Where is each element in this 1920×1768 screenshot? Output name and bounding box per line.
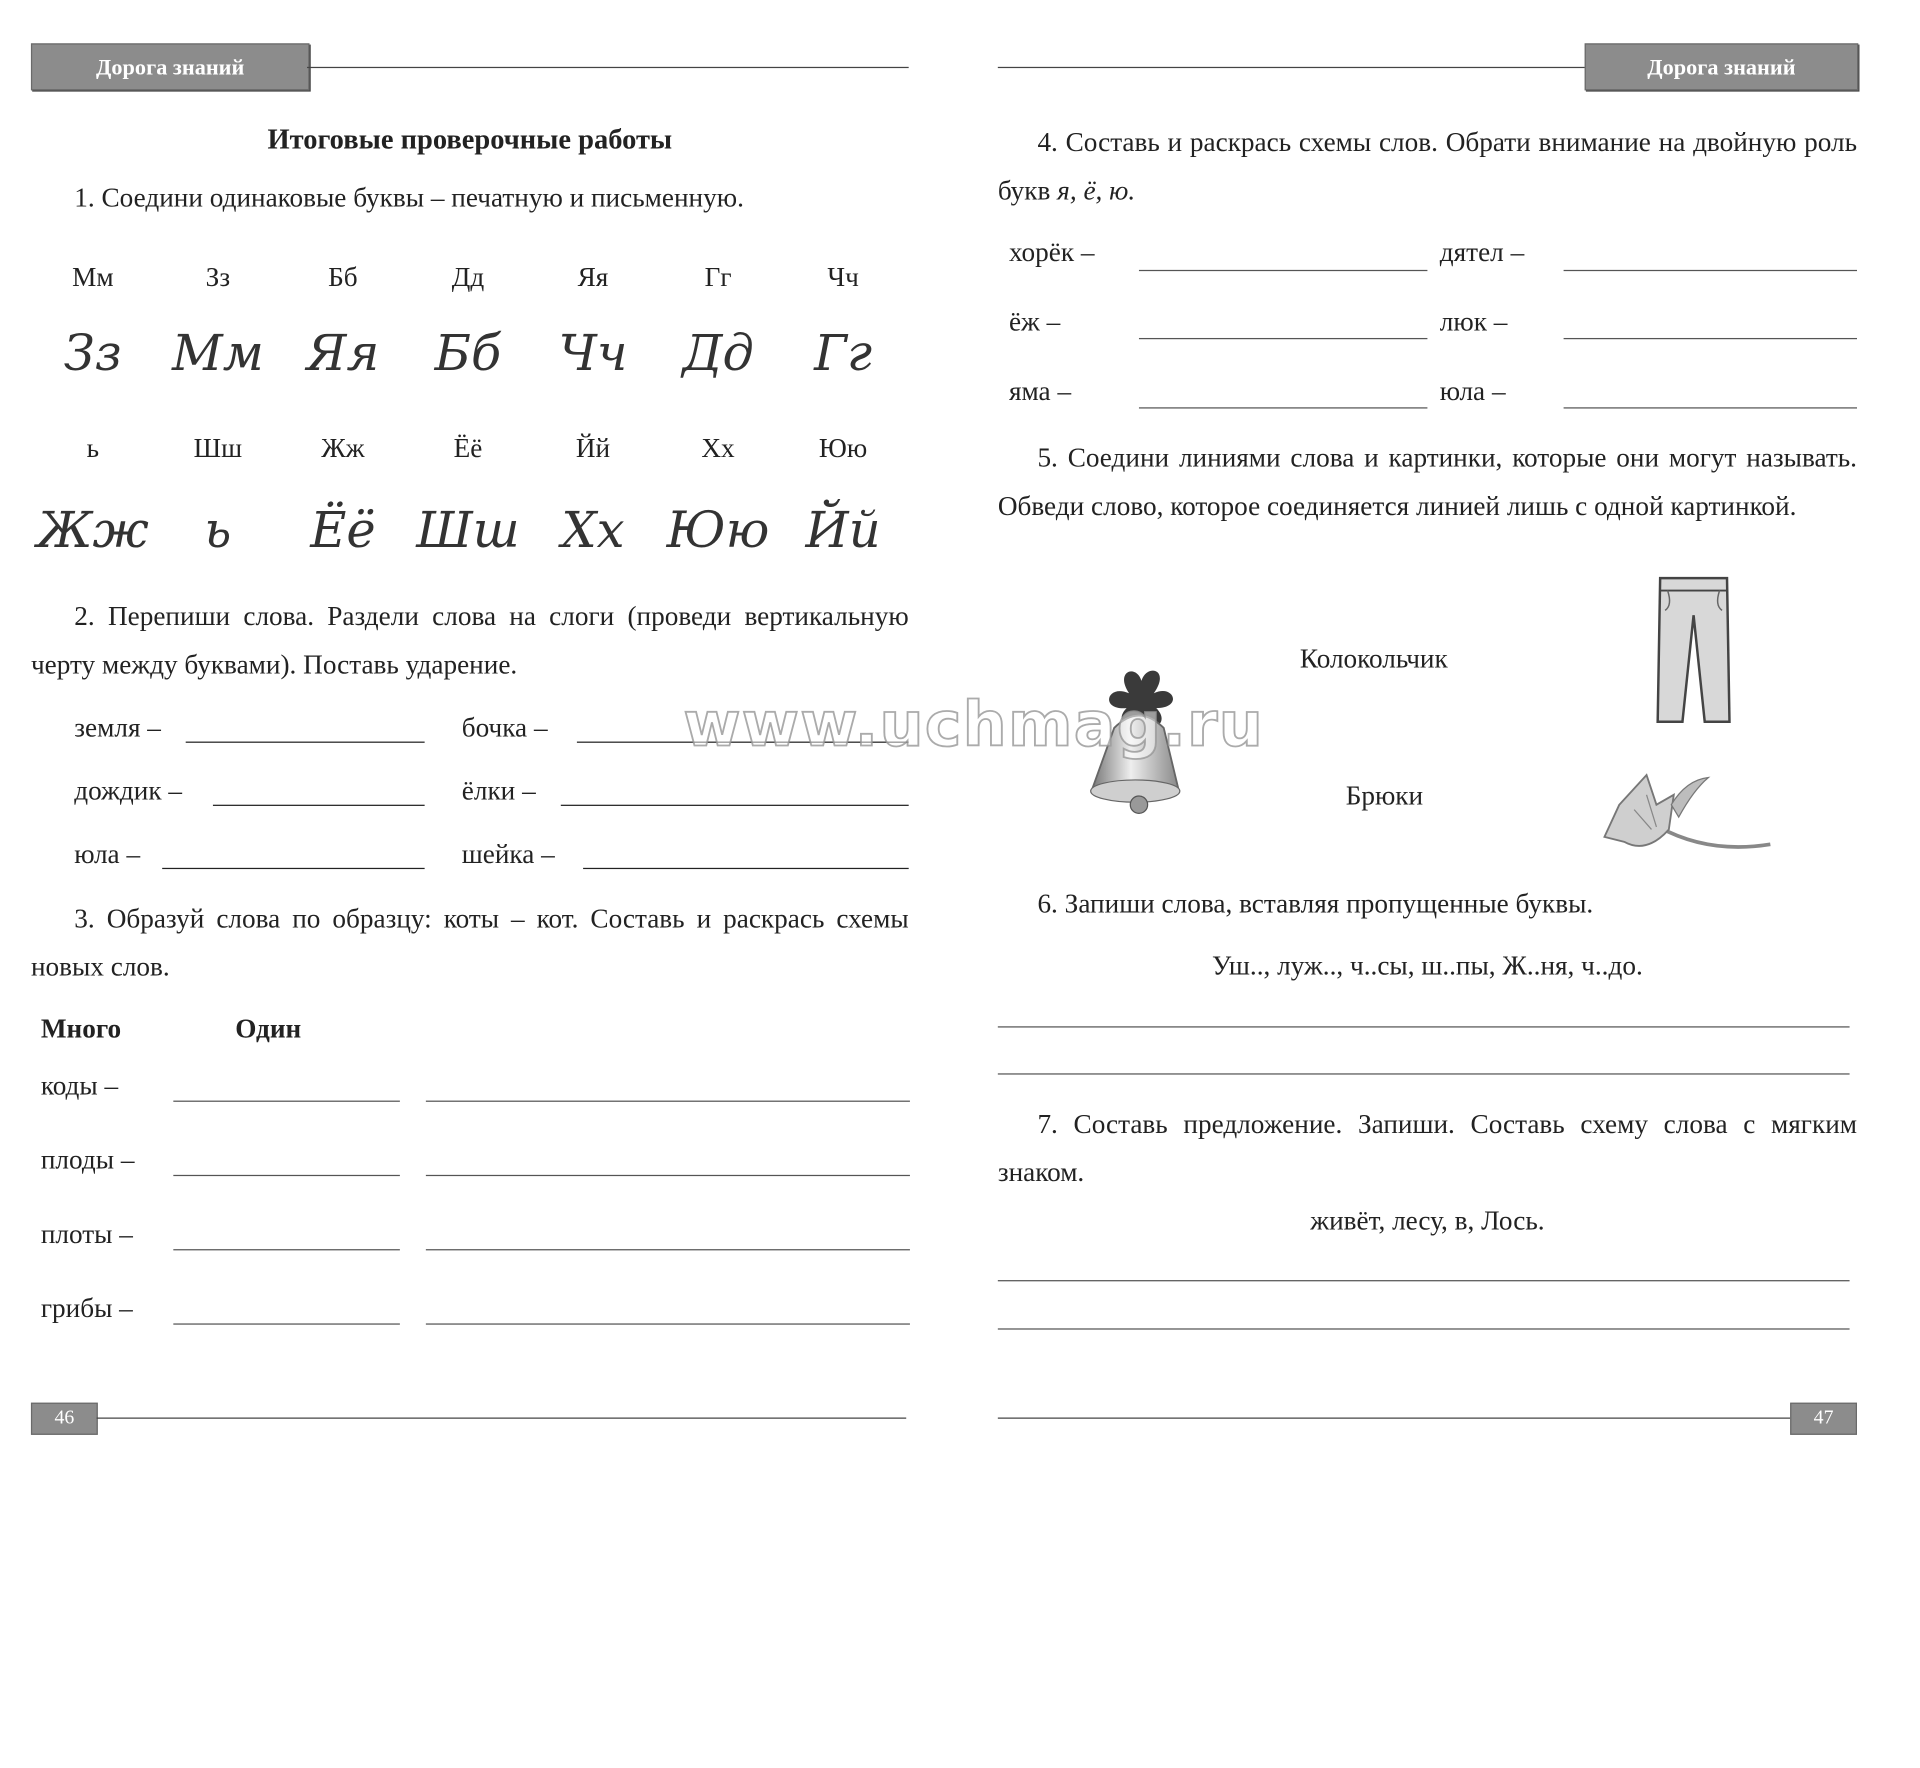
word-label: яма – [1008,375,1072,407]
word-label: ёлки – [461,774,536,806]
print-letter: Ёё [453,432,483,464]
scheme-line[interactable] [1564,338,1857,339]
print-letter: Зз [205,261,231,293]
writing-line[interactable] [998,1073,1850,1074]
task4-text [998,118,1857,215]
cursive-letter: Мм [172,325,264,383]
answer-line[interactable] [213,805,425,806]
scheme-line[interactable] [1564,270,1857,271]
cursive-letter: Шш [416,502,520,560]
cursive-letter: Жж [36,502,149,560]
page-header-badge: Дорога знаний [1585,43,1859,90]
cursive-letter: Юю [666,502,770,560]
answer-line[interactable] [173,1101,400,1102]
scheme-line[interactable] [1139,407,1427,408]
footer-rule [97,1418,907,1419]
task7-text: 7. Составь предложение. Запиши. Составь схему слова с мягким знаком. [997,1108,1857,1188]
task5-text: 5. Соедини линиями слова и картинки, которые они могут называть. Обведи слово, которое соединяется линией лишь с одной картинкой. [997,441,1857,522]
column-header-many: Много [40,1012,122,1044]
answer-line[interactable] [561,805,909,806]
answer-line[interactable] [583,868,909,869]
print-letter: Мм [72,261,114,293]
print-letter: Яя [577,261,609,293]
cursive-letter: Дд [682,325,754,383]
print-letter: Хх [701,432,735,464]
task1-text: 1. Соедини одинаковые буквы – печатную и письменную. [74,181,744,213]
print-letter: Чч [827,261,859,293]
scheme-line[interactable] [426,1249,910,1250]
word-label: юла – [1439,375,1506,407]
page-title: Итоговые проверочные работы [267,123,673,155]
word-label: хорёк – [1008,236,1095,268]
word-label: дождик – [74,774,183,806]
answer-line[interactable] [173,1175,400,1176]
answer-line[interactable] [173,1323,400,1324]
page-number: 46 [31,1403,98,1435]
trousers-icon[interactable] [1655,573,1732,727]
cursive-letter: Гг [814,325,872,383]
cursive-letter: Яя [306,325,380,383]
task4-main: 4. Составь и раскрась схемы слов. Обрати внимание на двойную роль букв [997,126,1857,206]
word-label: юла – [74,838,141,870]
print-letter: Гг [704,261,732,293]
task2-text: 2. Перепиши слова. Раздели слова на слоги (проведи вертикальную черту между буквами). Поставь ударение. [30,600,909,680]
writing-line[interactable] [998,1026,1850,1027]
task3-text: 3. Образуй слова по образцу: коты – кот. Составь и раскрась схемы новых слов. [30,902,909,982]
match-word-bell[interactable]: Колокольчик [1299,642,1448,674]
cursive-letter: Чч [558,325,628,383]
footer-rule [998,1418,1790,1419]
task4-italic-letters: я, ё, ю. [1057,174,1136,206]
word-label: ёж – [1008,305,1061,337]
scheme-line[interactable] [1139,338,1427,339]
page-header-badge: Дорога знаний [31,43,310,90]
answer-line[interactable] [162,868,424,869]
scheme-line[interactable] [426,1101,910,1102]
watermark: www.uchmag.ru [683,688,1265,761]
print-letter: Бб [328,261,358,293]
answer-line[interactable] [186,742,425,743]
task6-words: Уш.., луж.., ч..сы, ш..пы, Ж..ня, ч..до. [1212,949,1643,981]
scheme-line[interactable] [426,1323,910,1324]
scheme-line[interactable] [426,1175,910,1176]
column-header-one: Один [235,1012,302,1044]
writing-line[interactable] [998,1328,1850,1329]
print-letter: Шш [193,432,243,464]
word-label: шейка – [461,838,555,870]
word-label: бочка – [461,711,548,743]
page-number: 47 [1790,1403,1857,1435]
cursive-letter: ь [204,502,232,560]
print-letter: Жж [321,432,365,464]
match-word-trousers[interactable]: Брюки [1345,779,1424,811]
word-label: дятел – [1439,236,1525,268]
print-letter: ь [86,432,100,464]
print-letter: Дд [451,261,485,293]
answer-line[interactable] [173,1249,400,1250]
word-label: земля – [74,711,161,743]
print-letter: Юю [818,432,868,464]
cursive-letter: Йй [805,502,881,560]
print-letter: Йй [575,432,611,464]
word-label: люк – [1439,305,1508,337]
word-label: грибы – [40,1292,133,1324]
cursive-letter: Зз [63,325,122,383]
scheme-line[interactable] [1139,270,1427,271]
task6-text: 6. Запиши слова, вставляя пропущенные буквы. [1037,887,1594,919]
bellflower-plant-icon[interactable] [1597,768,1777,879]
task7-words: живёт, лесу, в, Лось. [1310,1204,1545,1236]
header-rule [307,67,909,68]
writing-line[interactable] [998,1280,1850,1281]
cursive-letter: Бб [434,325,502,383]
header-rule [998,67,1586,68]
cursive-letter: Хх [561,502,625,560]
cursive-letter: Ёё [310,502,376,560]
scheme-line[interactable] [1564,407,1857,408]
word-label: плоды – [40,1143,135,1175]
word-label: плоты – [40,1218,133,1250]
word-label: коды – [40,1069,119,1101]
